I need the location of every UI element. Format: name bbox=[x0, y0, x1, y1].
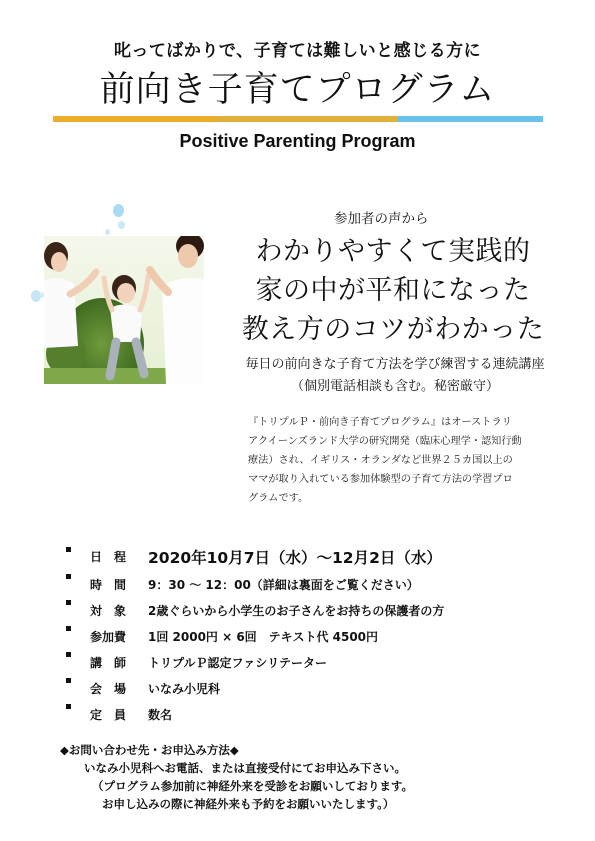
contact-line: （プログラム参加前に神経外来を受診をお願いしております。 bbox=[92, 779, 413, 793]
color-bar-gold bbox=[213, 116, 398, 122]
voice-line: わかりやすくて実践的 bbox=[255, 236, 531, 267]
square-bullet-icon bbox=[66, 704, 71, 709]
color-bar-blue bbox=[398, 116, 543, 122]
contact-line: お申し込みの際に神経外来も予約をお願いいたします。） bbox=[102, 797, 395, 811]
color-bar-orange bbox=[53, 116, 213, 122]
square-bullet-icon bbox=[66, 547, 71, 552]
description-line: ママが取り入れている参加体験型の子育て方法の学習プロ bbox=[248, 474, 513, 485]
program-description bbox=[248, 413, 568, 508]
subtitle: 叱ってばかりで、子育ては難しいと感じる方に bbox=[113, 41, 482, 61]
detail-value: いなみ小児科 bbox=[148, 682, 221, 696]
bubble-icon bbox=[113, 204, 124, 217]
bubble-icon bbox=[105, 229, 110, 235]
detail-value: 2歳ぐらいから小学生のお子さんをお持ちの保護者の方 bbox=[148, 604, 445, 618]
detail-label: 参加費 bbox=[90, 630, 127, 644]
detail-value: 2020年10月7日（水）～12月2日（水） bbox=[148, 549, 442, 567]
square-bullet-icon bbox=[66, 652, 71, 657]
detail-value: 9：30 ～ 12：00（詳細は裏面をご覧ください） bbox=[148, 578, 419, 592]
detail-label: 会 場 bbox=[90, 682, 127, 696]
detail-label: 時 間 bbox=[90, 578, 127, 592]
square-bullet-icon bbox=[66, 678, 71, 683]
bubble-icon bbox=[118, 221, 125, 229]
square-bullet-icon bbox=[66, 574, 71, 579]
detail-label: 講 師 bbox=[90, 656, 127, 670]
family-photo-icon bbox=[44, 236, 204, 384]
english-title: Positive Parenting Program bbox=[179, 131, 416, 151]
contact-heading: ◆お問い合わせ先・お申込み方法◆ bbox=[60, 743, 239, 757]
detail-value: 1回 2000円 × 6回 テキスト代 4500円 bbox=[148, 630, 379, 644]
description-line: 療法）され、イギリス・オランダなど世界２５カ国以上の bbox=[248, 455, 513, 466]
voice-line: 教え方のコツがわかった bbox=[241, 314, 545, 345]
description-line: 『トリプルＰ・前向き子育てプログラム』はオーストラリ bbox=[248, 417, 512, 428]
page-title: 前向き子育てプログラム bbox=[99, 70, 496, 110]
detail-label: 対 象 bbox=[90, 604, 127, 618]
voice-line: 家の中が平和になった bbox=[255, 275, 531, 306]
detail-value: トリプルＰ認定ファシリテーター bbox=[148, 656, 328, 670]
voices-heading: 参加者の声から bbox=[334, 211, 429, 227]
family-photo bbox=[44, 236, 204, 384]
contact-section bbox=[60, 741, 413, 813]
description-line: アクイーンズランド大学の研究開発（臨床心理学・認知行動 bbox=[248, 436, 522, 447]
detail-value: 数名 bbox=[148, 708, 173, 722]
square-bullet-icon bbox=[66, 626, 71, 631]
detail-label: 日 程 bbox=[90, 550, 127, 564]
lead-note: （個別電話相談も含む。秘密厳守） bbox=[290, 379, 499, 394]
contact-line: いなみ小児科へお電話、または直接受付にてお申込み下さい。 bbox=[84, 761, 406, 775]
description-line: グラムです。 bbox=[248, 493, 309, 504]
square-bullet-icon bbox=[66, 600, 71, 605]
detail-label: 定 員 bbox=[90, 708, 127, 722]
lead-text: 毎日の前向きな子育て方法を学び練習する連続講座 bbox=[245, 357, 545, 372]
